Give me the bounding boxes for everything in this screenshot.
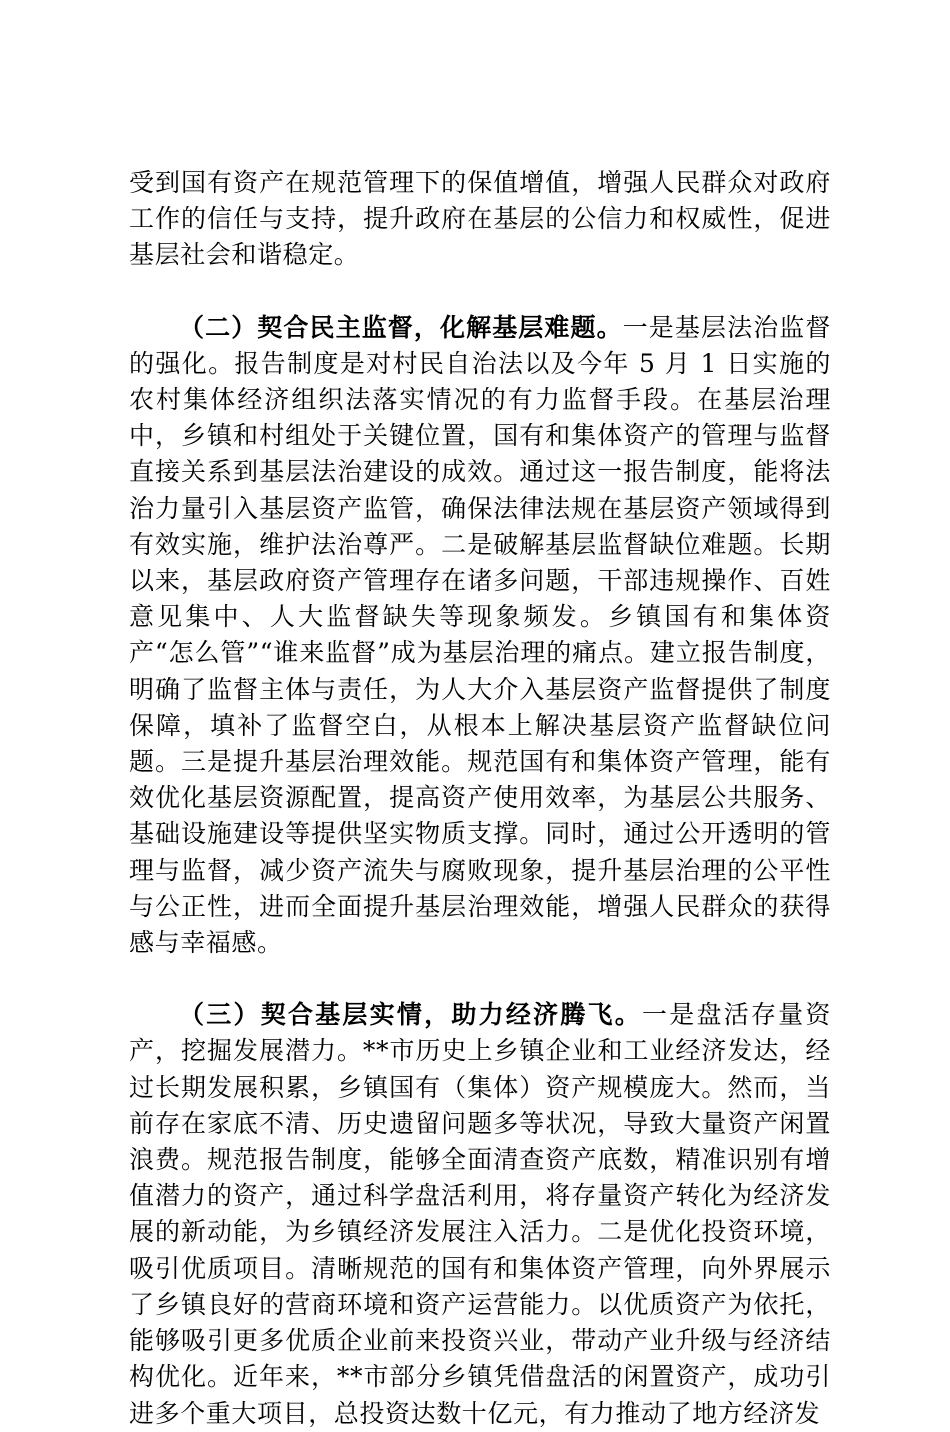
- section-heading: （二）契合民主监督，化解基层难题。: [179, 312, 623, 342]
- paragraph-text: 一是基层法治监督的强化。报告制度是对村民自治法以及今年 5 月 1 日实施的农村集体经济组织法落实情况的有力监督手段。在基层治理中，乡镇和村组处于关键位置，国有和集体资产的管理与监督直接关系到基层法治建设的成效。通过这一报告制度，能将法治力量引入基层资产监管，确保法律法规在基层资产领域得到有效实施，维护法治尊严。二是破解基层监督缺位难题。长期以来，基层政府资产管理存在诸多问题，干部违规操作、百姓意见集中、人大监督缺失等现象频发。乡镇国有和集体资产“怎么管”“谁来监督”成为基层治理的痛点。建立报告制度，明确了监督主体与责任，为人大介入基层资产监督提供了制度保障，填补了监督空白，从根本上解决基层资产监督缺位问题。三是提升基层治理效能。规范国有和集体资产管理，能有效优化基层资源配置，提高资产使用效率，为基层公共服务、基础设施建设等提供坚实物质支撑。同时，通过公开透明的管理与监督，减少资产流失与腐败现象，提升基层治理的公平性与公正性，进而全面提升基层治理效能，增强人民群众的获得感与幸福感。: [129, 312, 831, 958]
- paragraph-continuation: [129, 165, 831, 274]
- paragraph-section-2: [129, 310, 831, 962]
- paragraph-section-3: [129, 997, 831, 1431]
- section-heading: （三）契合基层实情，助力经济腾飞。: [179, 1000, 642, 1030]
- paragraph-text: 一是盘活存量资产，挖掘发展潜力。**市历史上乡镇企业和工业经济发达，经过长期发展积累，乡镇国有（集体）资产规模庞大。然而，当前存在家底不清、历史遗留问题多等状况，导致大量资产闲置浪费。规范报告制度，能够全面清查资产底数，精准识别有增值潜力的资产，通过科学盘活利用，将存量资产转化为经济发展的新动能，为乡镇经济发展注入活力。二是优化投资环境，吸引优质项目。清晰规范的国有和集体资产管理，向外界展示了乡镇良好的营商环境和资产运营能力。以优质资产为依托，能够吸引更多优质企业前来投资兴业，带动产业升级与经济结构优化。近年来，**市部分乡镇凭借盘活的闲置资产，成功引进多个重大项目，总投资达数十亿元，有力推动了地方经济发: [129, 1000, 832, 1428]
- document-body: [129, 165, 831, 1432]
- paragraph-text: 受到国有资产在规范管理下的保值增值，增强人民群众对政府工作的信任与支持，提升政府在基层的公信力和权威性，促进基层社会和谐稳定。: [129, 168, 831, 270]
